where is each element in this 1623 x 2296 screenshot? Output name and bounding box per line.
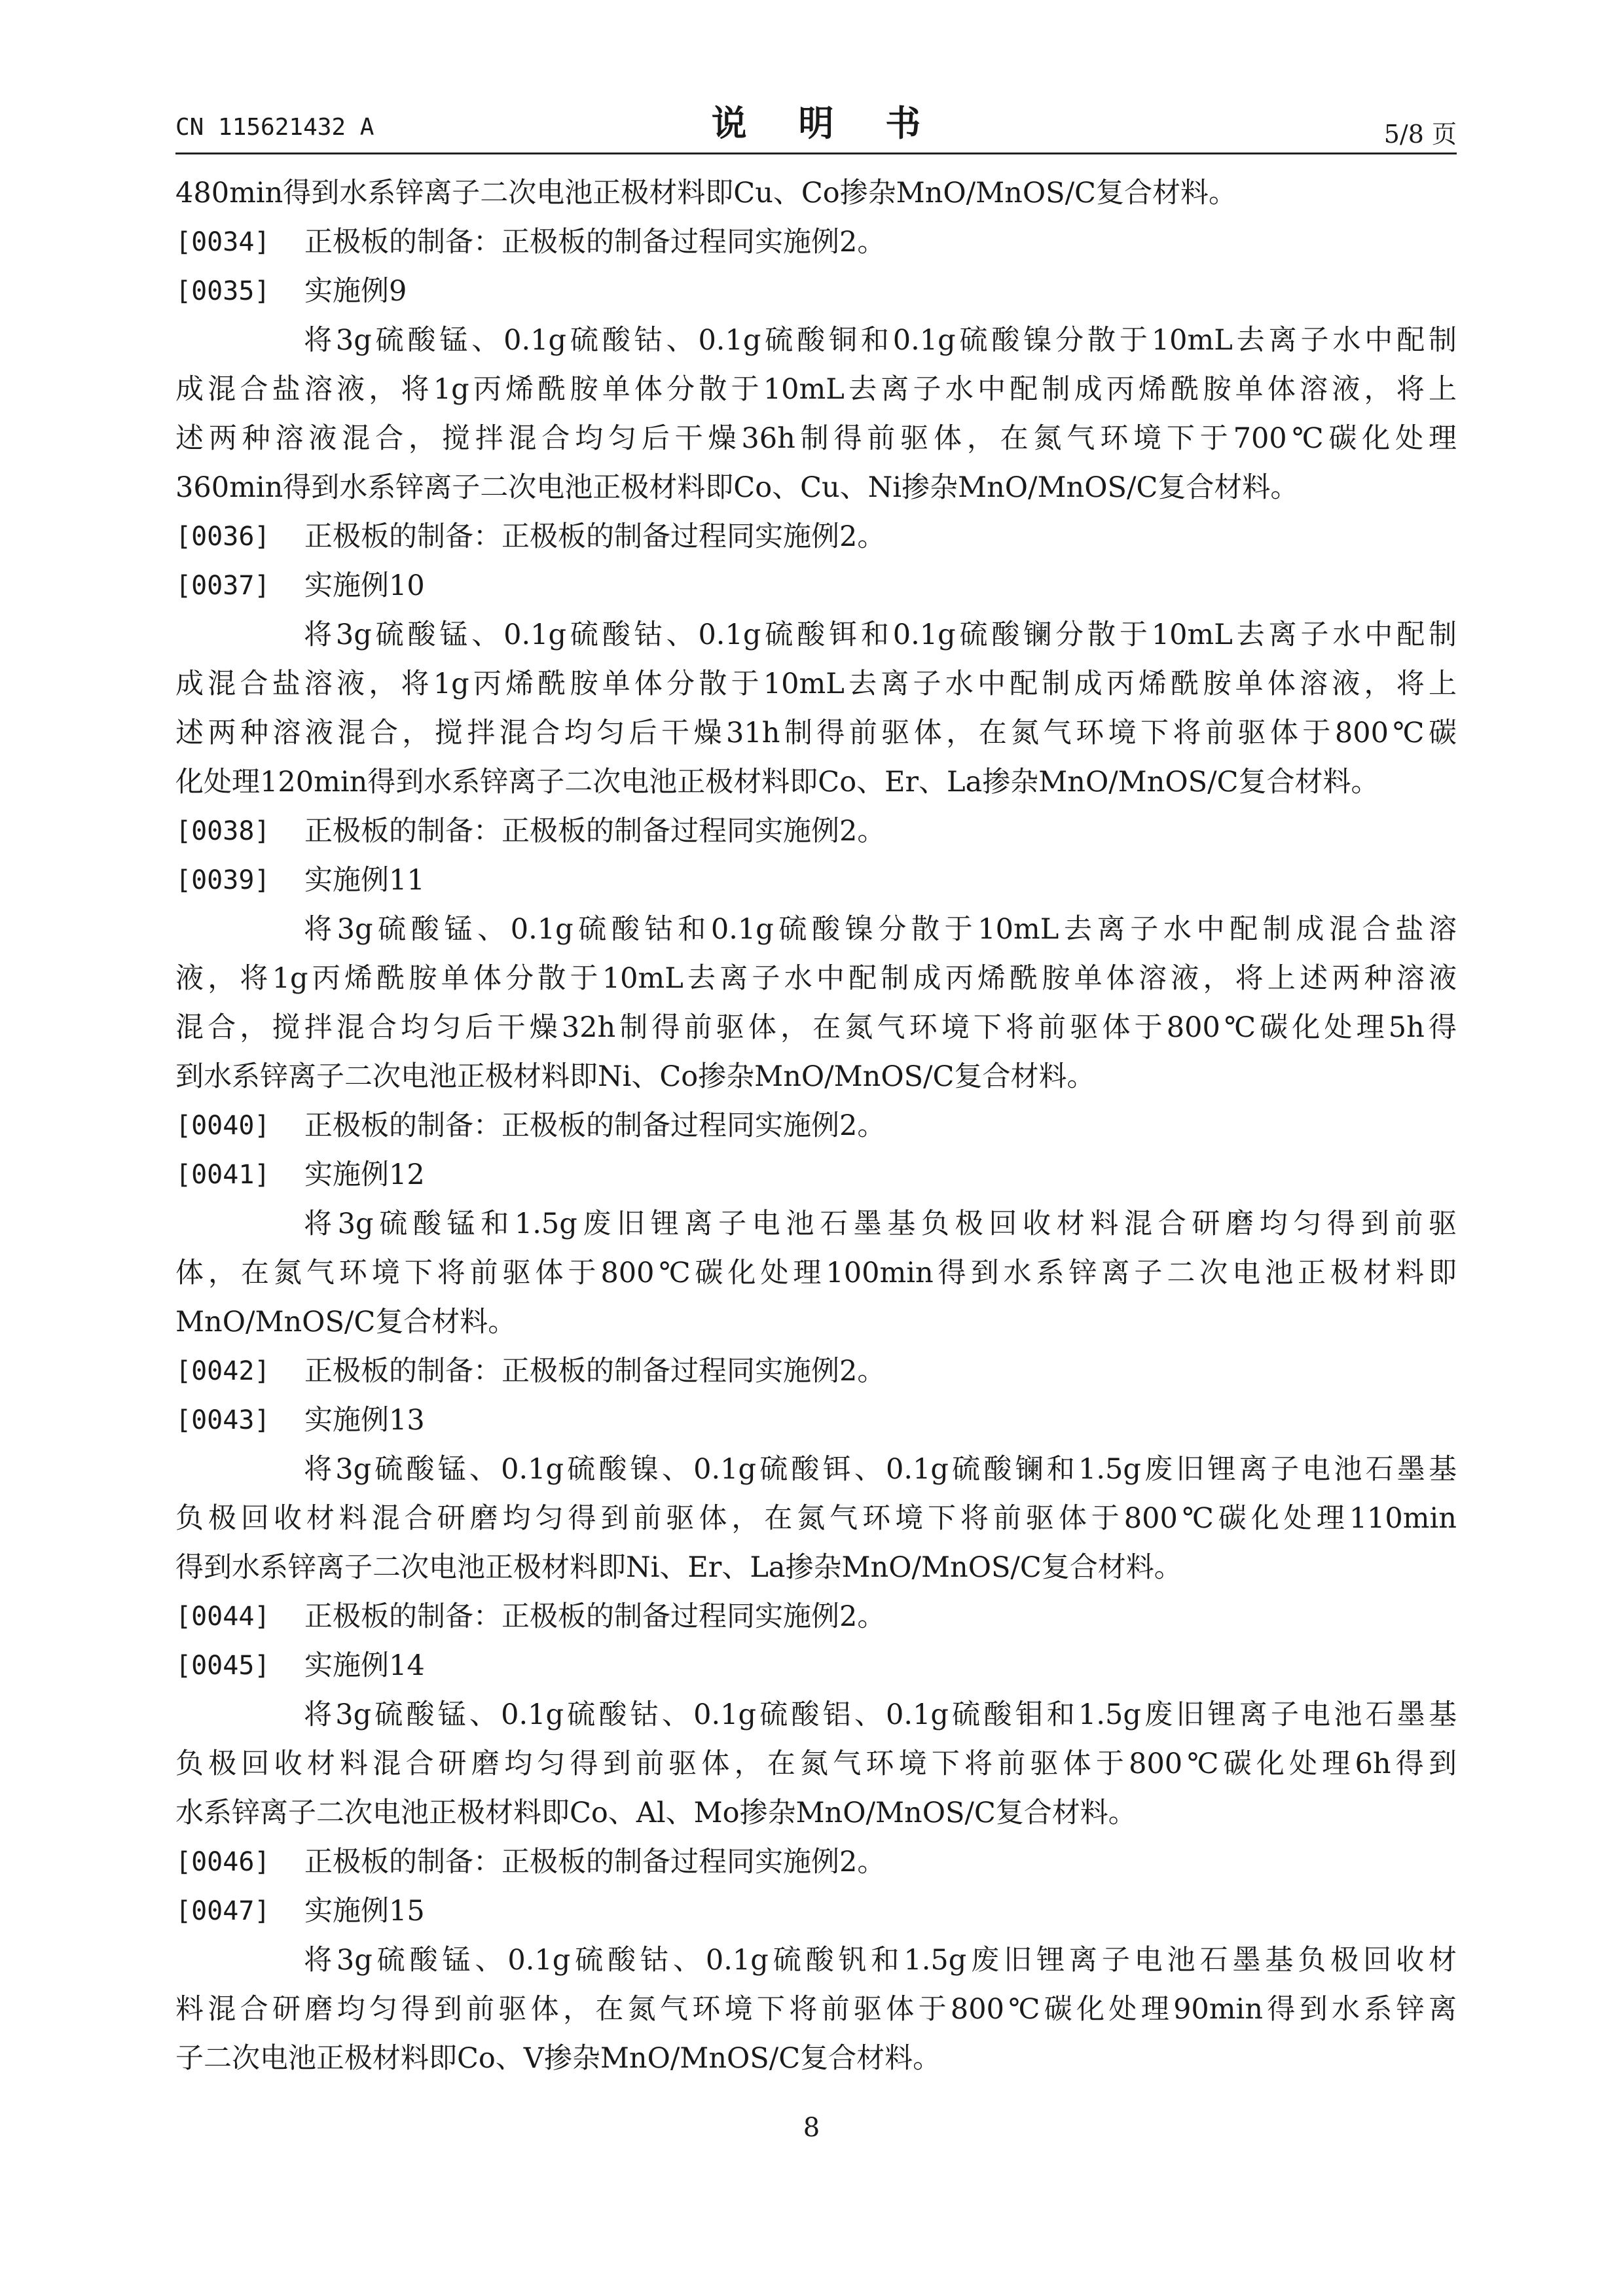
paragraph-number: [0034] (175, 227, 270, 257)
example-text-line: 述两种溶液混合，搅拌混合均匀后干燥31h制得前驱体，在氮气环境下将前驱体于800℃碳 (175, 717, 1457, 749)
example-text-line: 将3g硫酸锰、0.1g硫酸钴、0.1g硫酸铜和0.1g硫酸镍分散于10mL去离子水中配制 (304, 324, 1457, 357)
paragraph-text: 正极板的制备：正极板的制备过程同实施例2。 (304, 1846, 886, 1878)
paragraph-number: [0036] (175, 522, 270, 552)
paragraph-text: 正极板的制备：正极板的制备过程同实施例2。 (304, 1600, 886, 1633)
paragraph-0043 (175, 1396, 1457, 1445)
example-text-line: 子二次电池正极材料即Co、V掺杂MnO/MnOS/C复合材料。 (175, 2042, 941, 2075)
example-text-line: 成混合盐溶液，将1g丙烯酰胺单体分散于10mL去离子水中配制成丙烯酰胺单体溶液，将上 (175, 373, 1457, 406)
paragraph-text: 正极板的制备：正极板的制备过程同实施例2。 (304, 1355, 886, 1388)
paragraph-text: 正极板的制备：正极板的制备过程同实施例2。 (304, 815, 886, 848)
example-text-line: MnO/MnOS/C复合材料。 (175, 1306, 517, 1338)
paragraph-0039 (175, 856, 1457, 905)
paragraph-number: [0044] (175, 1602, 270, 1632)
paragraph-0038 (175, 807, 1457, 856)
paragraph-text: 正极板的制备：正极板的制备过程同实施例2。 (304, 1109, 886, 1142)
paragraph-number: [0045] (175, 1651, 270, 1681)
paragraph-0041 (175, 1151, 1457, 1200)
example-text-line: 负极回收材料混合研磨均匀得到前驱体，在氮气环境下将前驱体于800℃碳化处理110min (175, 1502, 1457, 1535)
example-text-line: 液，将1g丙烯酰胺单体分散于10mL去离子水中配制成丙烯酰胺单体溶液，将上述两种溶液 (175, 962, 1457, 995)
example-text-line: 将3g硫酸锰、0.1g硫酸镍、0.1g硫酸铒、0.1g硫酸镧和1.5g废旧锂离子电池石墨基 (304, 1453, 1457, 1486)
example-text-line: 体，在氮气环境下将前驱体于800℃碳化处理100min得到水系锌离子二次电池正极材料即 (175, 1257, 1457, 1289)
example-text-line: 将3g硫酸锰、0.1g硫酸钴、0.1g硫酸铒和0.1g硫酸镧分散于10mL去离子水中配制 (304, 619, 1457, 651)
paragraph-number: [0047] (175, 1896, 270, 1926)
example-text-line: 混合，搅拌混合均匀后干燥32h制得前驱体，在氮气环境下将前驱体于800℃碳化处理5h得 (175, 1011, 1457, 1044)
example-text-line: 成混合盐溶液，将1g丙烯酰胺单体分散于10mL去离子水中配制成丙烯酰胺单体溶液，将上 (175, 668, 1457, 700)
example-text-line: 将3g硫酸锰和1.5g废旧锂离子电池石墨基负极回收材料混合研磨均匀得到前驱 (304, 1208, 1457, 1240)
paragraph-number: [0039] (175, 865, 270, 895)
page-indicator: 5/8 页 (1383, 120, 1457, 149)
paragraph-0042 (175, 1347, 1457, 1396)
example-heading: 实施例9 (304, 275, 407, 308)
example-text-line: 将3g硫酸锰、0.1g硫酸钴、0.1g硫酸铝、0.1g硫酸钼和1.5g废旧锂离子电池石墨基 (304, 1698, 1457, 1731)
example-text-line: 料混合研磨均匀得到前驱体，在氮气环境下将前驱体于800℃碳化处理90min得到水系锌离 (175, 1993, 1457, 2026)
example-heading: 实施例12 (304, 1158, 425, 1191)
example-heading: 实施例11 (304, 864, 425, 897)
document-body (175, 169, 1457, 2083)
paragraph-0035 (175, 267, 1457, 316)
paragraph-number: [0046] (175, 1847, 270, 1877)
paragraph-number: [0038] (175, 816, 270, 846)
paragraph-number: [0037] (175, 571, 270, 601)
example-text-line: 将3g硫酸锰、0.1g硫酸钴和0.1g硫酸镍分散于10mL去离子水中配制成混合盐溶 (304, 913, 1457, 946)
continuation-line: 480min得到水系锌离子二次电池正极材料即Cu、Co掺杂MnO/MnOS/C复合材料。 (175, 177, 1237, 209)
example-heading: 实施例14 (304, 1649, 425, 1682)
example-text-line: 得到水系锌离子二次电池正极材料即Ni、Er、La掺杂MnO/MnOS/C复合材料。 (175, 1551, 1182, 1584)
paragraph-0037 (175, 562, 1457, 611)
example-text-line: 将3g硫酸锰、0.1g硫酸钴、0.1g硫酸钒和1.5g废旧锂离子电池石墨基负极回收材 (304, 1944, 1457, 1977)
example-heading: 实施例10 (304, 569, 425, 602)
paragraph-number: [0041] (175, 1160, 270, 1190)
page-number: 8 (803, 2113, 820, 2143)
example-text-line: 负极回收材料混合研磨均匀得到前驱体，在氮气环境下将前驱体于800℃碳化处理6h得到 (175, 1748, 1457, 1780)
example-text-line: 水系锌离子二次电池正极材料即Co、Al、Mo掺杂MnO/MnOS/C复合材料。 (175, 1797, 1137, 1829)
paragraph-0034 (175, 218, 1457, 267)
paragraph-text: 正极板的制备：正极板的制备过程同实施例2。 (304, 520, 886, 553)
example-text-line: 述两种溶液混合，搅拌混合均匀后干燥36h制得前驱体，在氮气环境下于700℃碳化处理 (175, 422, 1457, 455)
paragraph-0045 (175, 1641, 1457, 1691)
paragraph-0046 (175, 1838, 1457, 1887)
header-rule (175, 152, 1457, 154)
paragraph-0040 (175, 1102, 1457, 1151)
paragraph-0047 (175, 1887, 1457, 1936)
document-title: 说 明 书 (711, 103, 941, 144)
paragraph-text: 正极板的制备：正极板的制备过程同实施例2。 (304, 226, 886, 259)
paragraph-number: [0035] (175, 276, 270, 306)
example-heading: 实施例13 (304, 1404, 425, 1437)
page-header (175, 92, 1457, 151)
paragraph-0036 (175, 512, 1457, 562)
paragraph-number: [0040] (175, 1111, 270, 1141)
patent-number: CN 115621432 A (175, 114, 374, 141)
paragraph-number: [0043] (175, 1405, 270, 1435)
example-heading: 实施例15 (304, 1895, 425, 1928)
paragraph-0044 (175, 1592, 1457, 1641)
paragraph-number: [0042] (175, 1356, 270, 1386)
example-text-line: 化处理120min得到水系锌离子二次电池正极材料即Co、Er、La掺杂MnO/MnOS/C复合材料。 (175, 766, 1379, 798)
example-text-line: 到水系锌离子二次电池正极材料即Ni、Co掺杂MnO/MnOS/C复合材料。 (175, 1060, 1095, 1093)
example-text-line: 360min得到水系锌离子二次电池正极材料即Co、Cu、Ni掺杂MnO/MnOS/C复合材料。 (175, 471, 1299, 504)
